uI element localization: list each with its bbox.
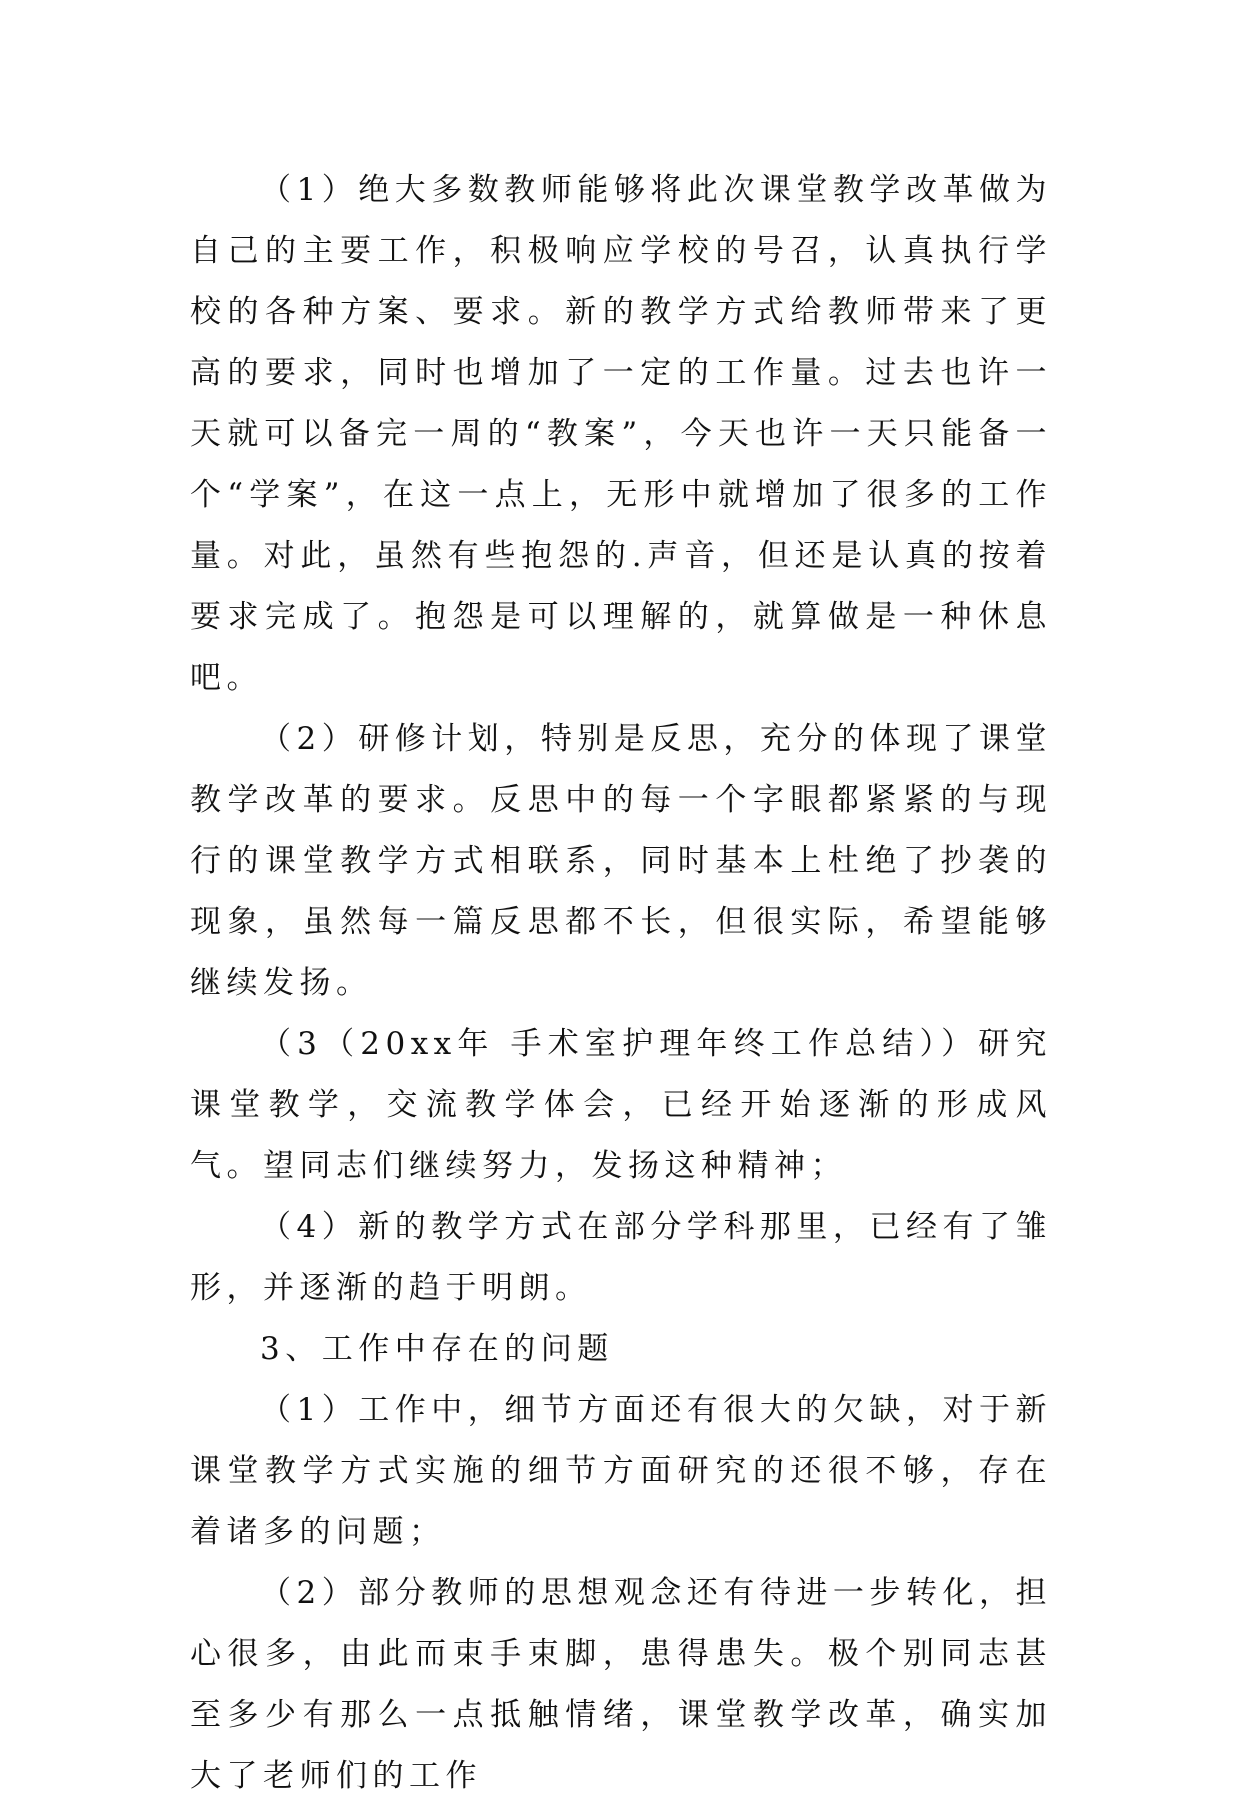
paragraph-problem-2: （2）部分教师的思想观念还有待进一步转化，担心很多，由此而束手束脚，患得患失。极个别同志甚至多少有那么一点抵触情绪，课堂教学改革，确实加大了老师们的工作 <box>190 1575 1052 1794</box>
paragraph-item-3: （3（20xx年 手术室护理年终工作总结））研究课堂教学，交流教学体会，已经开始逐渐的形成风气。望同志们继续努力，发扬这种精神； <box>190 1026 1052 1184</box>
paragraph-problem-1: （1）工作中，细节方面还有很大的欠缺，对于新课堂教学方式实施的细节方面研究的还很不够，存在着诸多的问题； <box>190 1392 1052 1550</box>
paragraph-item-1: （1）绝大多数教师能够将此次课堂教学改革做为自己的主要工作，积极响应学校的号召，认真执行学校的各种方案、要求。新的教学方式给教师带来了更高的要求，同时也增加了一定的工作量。过去也许一天就可以备完一周的“教案”，今天也许一天只能备一个“学案”，在这一点上，无形中就增加了很多的工作量。对此，虽然有些抱怨的.声音，但还是认真的按着要求完成了。抱怨是可以理解的，就算做是一种休息吧。 <box>190 172 1052 696</box>
document-body <box>190 160 1052 1807</box>
paragraph-item-4: （4）新的教学方式在部分学科那里，已经有了雏形，并逐渐的趋于明朗。 <box>190 1209 1052 1306</box>
paragraph-item-2: （2）研修计划，特别是反思，充分的体现了课堂教学改革的要求。反思中的每一个字眼都紧紧的与现行的课堂教学方式相联系，同时基本上杜绝了抄袭的现象，虽然每一篇反思都不长，但很实际，希望能够继续发扬。 <box>190 721 1052 1001</box>
section-heading-problems: 3、工作中存在的问题 <box>260 1331 614 1367</box>
